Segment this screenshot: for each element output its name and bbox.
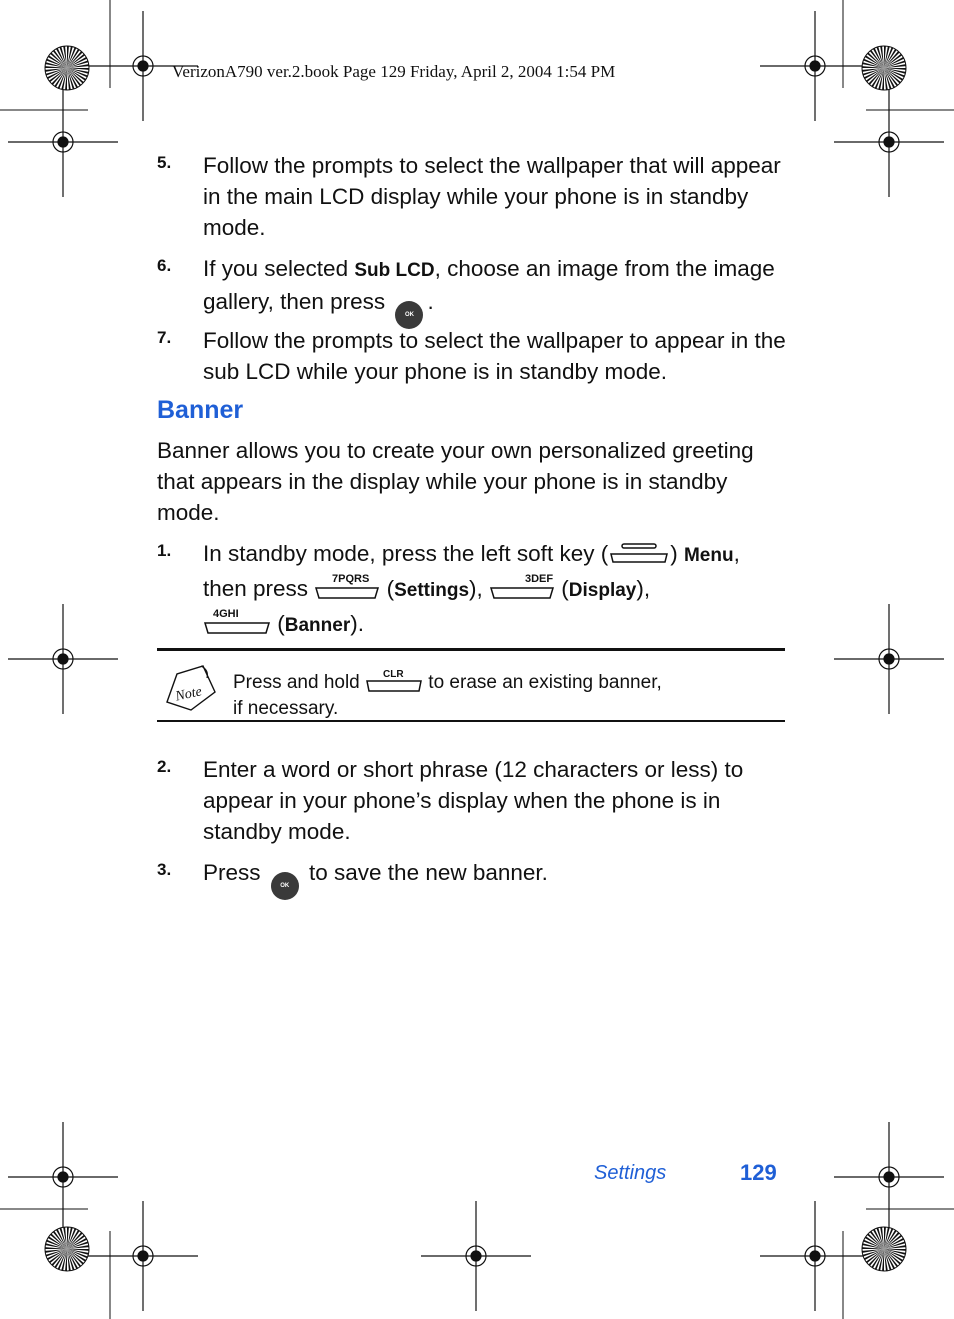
star-target-mark: [862, 46, 906, 90]
crosshair-mark: [760, 11, 870, 121]
sub-lcd-label: Sub LCD: [354, 260, 435, 281]
crosshair-mark: [8, 1122, 118, 1232]
star-target-mark: [45, 46, 89, 90]
step-text: Follow the prompts to select the wallpaper to appear in the sub LCD while your phone is in standby mode.: [203, 328, 786, 384]
step-number: 2.: [157, 757, 172, 776]
crosshair-mark: [88, 1201, 198, 1311]
print-header: VerizonA790 ver.2.book Page 129 Friday, April 2, 2004 1:54 PM: [172, 62, 616, 81]
crosshair-mark: [834, 604, 944, 714]
note-rule-top: [157, 648, 785, 651]
key-3-icon: [489, 571, 555, 601]
crosshair-mark: [834, 87, 944, 197]
step-text: Enter a word or short phrase (12 characters or less) to appear in your phone’s display when the phone is in standby mode.: [203, 757, 744, 844]
step-number: 5.: [157, 153, 172, 172]
page-number: 129: [740, 1160, 777, 1185]
svg-text:7PQRS: 7PQRS: [332, 573, 370, 585]
svg-text:4GHI: 4GHI: [213, 608, 239, 620]
svg-text:CLR: CLR: [383, 669, 404, 680]
section-intro: Banner allows you to create your own personalized greeting that appears in the display while your phone is in standby mode.: [157, 438, 754, 525]
step-text: In standby mode, press the left soft key ( ) Menu, then press 7PQRS (Settings), 3DEF (Display), 4GHI (Banner).: [203, 541, 740, 636]
svg-text:Note: Note: [174, 684, 204, 705]
note-icon: [163, 662, 221, 714]
crosshair-mark: [760, 1201, 870, 1311]
step-number: 7.: [157, 328, 172, 347]
crosshair-mark: [8, 87, 118, 197]
svg-text:3DEF: 3DEF: [525, 573, 554, 585]
step-text: Follow the prompts to select the wallpaper that will appear in the main LCD display while your phone is in standby mode.: [203, 153, 781, 240]
crosshair-mark: [834, 1122, 944, 1232]
footer-section-name: Settings: [594, 1162, 667, 1184]
step-number: 1.: [157, 541, 172, 560]
star-target-mark: [862, 1227, 906, 1271]
star-target-mark: [45, 1227, 89, 1271]
step-number: 3.: [157, 860, 172, 879]
left-softkey-icon: [608, 542, 670, 566]
step-number: 6.: [157, 256, 172, 275]
crosshair-mark: [8, 604, 118, 714]
ok-key-icon: OK: [395, 301, 423, 329]
step-text: Press OK to save the new banner.: [203, 857, 793, 900]
crosshair-mark: [421, 1201, 531, 1311]
note-rule-bottom: [157, 720, 785, 722]
ok-key-icon: OK: [271, 872, 299, 900]
clr-key-icon: [365, 667, 423, 693]
key-7-icon: [314, 571, 380, 601]
step-text: If you selected Sub LCD, choose an image from the image gallery, then press OK.: [203, 253, 793, 329]
note-text: Press and hold CLR to erase an existing banner, if necessary.: [233, 669, 662, 719]
section-heading: Banner: [157, 396, 244, 424]
key-4-icon: [203, 606, 271, 636]
